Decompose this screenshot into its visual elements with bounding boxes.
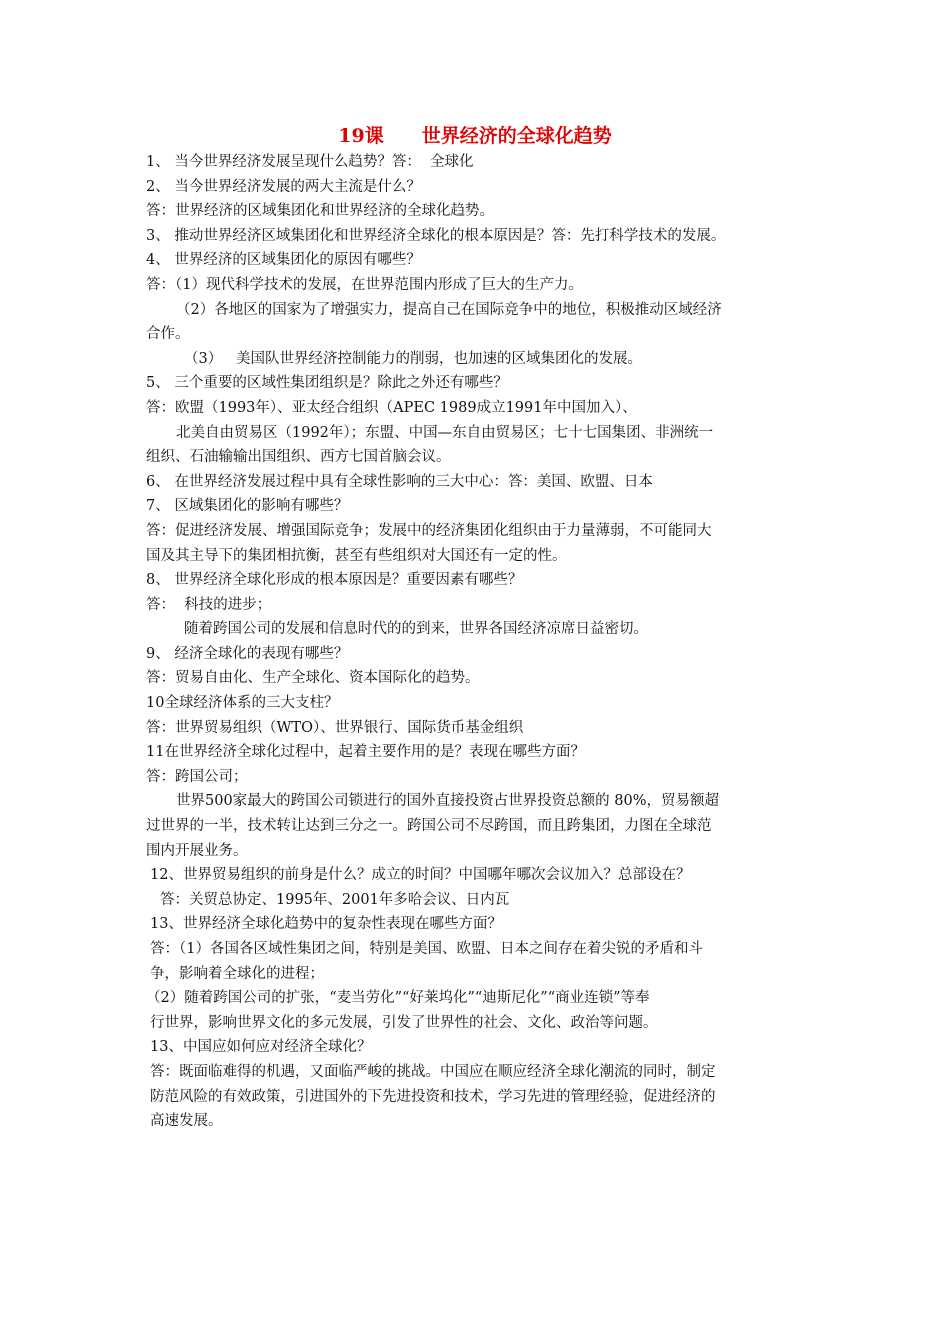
document-body: [146, 150, 812, 1134]
text-line: 答：既面临难得的机遇，又面临严峻的挑战。中国应在顺应经济全球化潮流的同时，制定: [150, 1063, 716, 1080]
text-line: 组织、石油输输出国组织、西方七国首脑会议。: [146, 449, 451, 466]
text-line: 答：贸易自由化、生产全球化、资本国际化的趋势。: [146, 670, 480, 687]
text-line: 4、 世界经济的区域集团化的原因有哪些？: [146, 252, 421, 269]
text-line: 13、中国应如何应对经济全球化？: [150, 1039, 372, 1056]
text-line: 世界500家最大的跨国公司锁进行的国外直接投资占世界投资总额的 80%，贸易额超: [176, 793, 720, 810]
text-line: 围内开展业务。: [146, 842, 248, 859]
text-line: 10全球经济体系的三大支柱？: [146, 695, 339, 712]
text-line: 答：（1）各国各区域性集团之间，特别是美国、欧盟、日本之间存在着尖锐的矛盾和斗: [150, 941, 703, 957]
text-line: 随着跨国公司的发展和信息时代的的到来，世界各国经济凉席日益密切。: [184, 621, 648, 638]
text-line: 答：关贸总协定、1995年、2001年多哈会议、日内瓦: [160, 891, 510, 908]
text-line: 行世界，影响世界文化的多元发展，引发了世界性的社会、文化、政治等问题。: [150, 1014, 658, 1031]
text-line: 北美自由贸易区（1992年）；东盟、中国—东自由贸易区；七十七国集团、非洲统一: [176, 424, 714, 441]
text-line: 3、 推动世界经济区域集团化和世界经济全球化的根本原因是？答：先打科学技术的发展。: [146, 227, 726, 244]
text-line: 1、 当今世界经济发展呈现什么趋势？答： 全球化: [146, 154, 474, 170]
text-line: 防范风险的有效政策，引进国外的下先进投资和技术，学习先进的管理经验，促进经济的: [150, 1088, 716, 1105]
text-line: 11在世界经济全球化过程中，起着主要作用的是？表现在哪些方面？: [146, 744, 585, 761]
text-line: 2、 当今世界经济发展的两大主流是什么？: [146, 178, 421, 195]
text-line: 争，影响着全球化的进程；: [150, 965, 324, 982]
text-line: （3） 美国队世界经济控制能力的削弱，也加速的区域集团化的发展。: [184, 350, 643, 367]
text-line: 7、 区域集团化的影响有哪些？: [146, 498, 349, 515]
text-line: 答：跨国公司；: [146, 768, 248, 785]
text-line: 国及其主导下的集团相抗衡，甚至有些组织对大国还有一定的性。: [146, 547, 567, 564]
text-line: 9、 经济全球化的表现有哪些？: [146, 645, 349, 662]
text-line: 答：世界贸易组织（WTO）、世界银行、国际货币基金组织: [146, 719, 524, 736]
text-line: 12、世界贸易组织的前身是什么？成立的时间？中国哪年哪次会议加入？总部设在？: [150, 867, 691, 884]
text-line: 答： 科技的进步；: [146, 596, 272, 613]
text-line: 答：世界经济的区域集团化和世界经济的全球化趋势。: [146, 203, 494, 220]
text-line: （2）随着跨国公司的扩张，“麦当劳化”“好莱坞化”“迪斯尼化”“商业连锁”等奉: [146, 990, 650, 1007]
text-line: 5、 三个重要的区域性集团组织是？除此之外还有哪些？: [146, 375, 508, 392]
text-line: （2）各地区的国家为了增强实力，提高自己在国际竞争中的地位，积极推动区域经济: [176, 301, 722, 318]
text-line: 合作。: [146, 326, 190, 343]
text-line: 答：（1）现代科学技术的发展，在世界范围内形成了巨大的生产力。: [146, 276, 583, 293]
text-line: 答：欧盟（1993年）、亚太经合组织（APEC 1989成立1991年中国加入）、: [146, 399, 637, 416]
text-line: 过世界的一半，技术转让达到三分之一。跨国公司不尽跨国，而且跨集团，力图在全球范: [146, 818, 712, 835]
text-line: 6、 在世界经济发展过程中具有全球性影响的三大中心：答：美国、欧盟、日本: [146, 473, 653, 490]
text-line: 13、世界经济全球化趋势中的复杂性表现在哪些方面？: [150, 916, 502, 933]
text-line: 答：促进经济发展、增强国际竞争；发展中的经济集团化组织由于力量薄弱，不可能同大: [146, 522, 712, 539]
text-line: 8、 世界经济全球化形成的根本原因是？重要因素有哪些？: [146, 572, 523, 589]
text-line: 高速发展。: [150, 1113, 223, 1130]
page-title: 19课 世界经济的全球化趋势: [338, 125, 612, 147]
